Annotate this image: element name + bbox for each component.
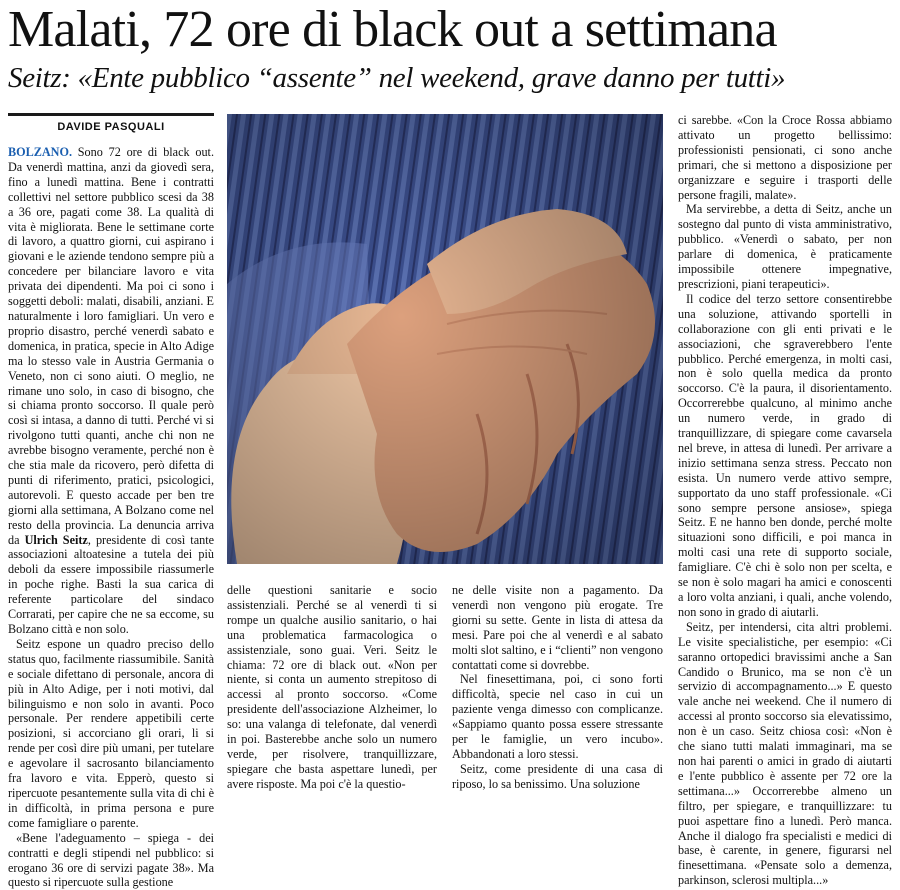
paragraph-col3-3: Seitz, come presidente di una casa di riposo, lo sa benissimo. Una soluzione [452, 761, 663, 791]
paragraph-3: «Bene l'adeguamento – spiega - dei contratti e degli stipendi nel pubblico: si erogano 36 ore di servizi pagate 38». Ma questo si ripercuote sulla gestione [8, 830, 214, 890]
paragraph-col3-1: ne delle visite non a pagamento. Da venerdì non vengono più erogate. Tre giorni su sette. Gente in lista di attesa da mesi. Pare poi che al venerdì e al sabato molti slot saltino, e i “clienti” non vengono contattati come si dovrebbe. [452, 583, 663, 672]
paragraph-col4-4: Seitz, per intendersi, cita altri problemi. Le visite specialistiche, per esempio: «Ci saranno ortopedici bravissimi anche a San Candido o Brunico, ma se non c'è un servizio di accompagnamento...» E questo vale anche nei weekend. Che il numero di accessi al pronto soccorso sia elevatissimo, non è un caso. Seitz chiosa così: «Non è che siano tutti malati immaginari, ma se non hai parenti o amici in grado di aiutarti e l'ente pubblico è assente per 72 ore la settimana...» Occorrerebbe almeno un filtro, per spiegare, e tranquillizzare: tu puoi aspettare fino a lunedì. Però manca. Anche il dialogo fra specialisti e medici di base, è carente, in genere, figurarsi nel finesettimana. «Pensate solo a demenza, parkinson, sclerosi multipla...» [678, 619, 892, 888]
paragraph-1-text: Sono 72 ore di black out. Da venerdì mattina, anzi da giovedì sera, fino a lunedì mattina. Bene i contratti collettivi nel settore pubblico scesi da 38 a 36 ore, pagati come 38. La qualità di vita è migliorata. Bene le settimane corte di lavoro, a quattro giorni, cui aspirano i giovani e le aziende tendono sempre più a concedere per bilanciare lavoro e vita privata dei dipendenti. Ma poi ci sono i soggetti deboli: malati, disabili, anziani. E naturalmente i loro famigliari. Un vero e proprio disastro, perché venerdì sabato e domenica, in pratica, specie in Alto Adige ma lo stesso vale in Austria Germania o Veneto, non ci sono aiuti. O meglio, ne rimane uno solo, in caso di bisogno, che si chiama pronto soccorso. Il quale però così si intasa, a danno di tutti. Perché vi si rivolgono tutti quanti, anche chi non ne avrebbe bisogno veramente, perché non è che stia male da ricovero, però difetta di punti di riferimento, pratici, psicologici, autorevoli. E questo accade per ben tre giorni alla settimana, A Bolzano come nel resto della provincia. La denuncia arriva da [8, 145, 214, 547]
person-name: Ulrich Seitz [24, 532, 88, 547]
article-column-1 [8, 145, 214, 890]
headline: Malati, 72 ore di black out a settimana [8, 1, 777, 58]
dateline: BOLZANO. [8, 145, 72, 159]
subheadline: Seitz: «Ente pubblico “assente” nel weekend, grave danno per tutti» [8, 62, 786, 94]
article-column-2 [227, 583, 437, 791]
article-column-3 [452, 583, 663, 791]
article-column-4 [678, 113, 892, 888]
paragraph-col4-1: ci sarebbe. «Con la Croce Rossa abbiamo attivato un progetto bellissimo: professionisti pensionati, ci sono anche primari, che si mettono a disposizione per organizzare e seguire i trasporti delle persone fragili, malate». [678, 113, 892, 202]
paragraph-col4-2: Ma servirebbe, a detta di Seitz, anche un sostegno dal punto di vista amministrativo, pubblico. «Venerdì o sabato, per non parlare di domenica, è praticamente impossibile ottenere impegnative, prescrizioni, piani terapeutici». [678, 202, 892, 291]
paragraph-1 [8, 145, 214, 637]
elderly-hands-held-photo [227, 114, 663, 564]
paragraph-col4-3: Il codice del terzo settore consentirebbe una soluzione, attivando sportelli in collaborazione con gli enti privati e le associazioni, che sgraverebbero l'ente pubblico. Perché emergenza, in molti casi, non è solo quella medica da pronto soccorso. C'è la paura, il disorientamento. Occorrerebbe qualcuno, al minimo anche un numero verde, in grado di tranquillizzare, di spiegare come cavarsela nel breve, in attesa di lunedì. Per arrivare a inizio settimana senza stress. Peccato non esista. Un numero verde attivo sempre, supportato da uno staff professionale. «Ci sono sempre persone ansiose», spiega Seitz. E ne hanno ben donde, perché molte situazioni sono difficili, e poi manca in molti casi una rete di supporto sociale, famigliare. C'è chi è solo non per scelta, e se non è solo magari ha amici e conoscenti a loro volta anziani, i quali, anche volendo, non sono in grado di aiutarli. [678, 291, 892, 619]
paragraph-col2: delle questioni sanitarie e socio assistenziali. Perché se al venerdì ti si rompe un qualche ausilio sanitario, o hai una problematica farmacologica o assistenziale, sono guai. Veri. Seitz le chiama: 72 ore di black out. «Non per niente, si conta un aumento strepitoso di accessi al pronto soccorso. «Come presidente dell'associazione Alzheimer, lo so: una valanga di telefonate, dal venerdì in poi. Basterebbe anche solo un numero verde, per risolvere, tranquillizzare, spiegare che basta aspettare lunedì, per avere risposte. Ma poi c'è la questio- [227, 583, 437, 791]
paragraph-2: Seitz espone un quadro preciso dello status quo, facilmente riassumibile. Sanità e sociale difettano di personale, ancora di più in Alto Adige, per i noti motivi, dal bilinguismo e non solo in avanti. Poco personale. Per rendere appetibili certe posizioni, si accorciano gli orari, li si rende per così dire più umani, per tutelare e agevolare il sacrosanto bilanciamento fra lavoro e vita. Epperò, questo si ripercuote pesantemente sulla vita di chi è in difficoltà, in prima persona e pure come famigliare o parente. [8, 636, 214, 830]
byline: DAVIDE PASQUALI [57, 121, 165, 133]
paragraph-col3-2: Nel finesettimana, poi, ci sono forti difficoltà, specie nel caso in cui un paziente venga dimesso con complicanze. «Sappiamo quanto possa essere stressante per le famiglie, un vero incubo». Abbandonati a loro stessi. [452, 672, 663, 761]
paragraph-1-tail: , presidente di così tante associazioni altoatesine a tutela dei più deboli da essere impossibile riassumerle in poche righe. Basti la sua carica di referente particolare del sindaco Corrarati, per capire che ne sa eccome, su Bolzano città e non solo. [8, 532, 214, 636]
byline-rule [8, 113, 214, 116]
